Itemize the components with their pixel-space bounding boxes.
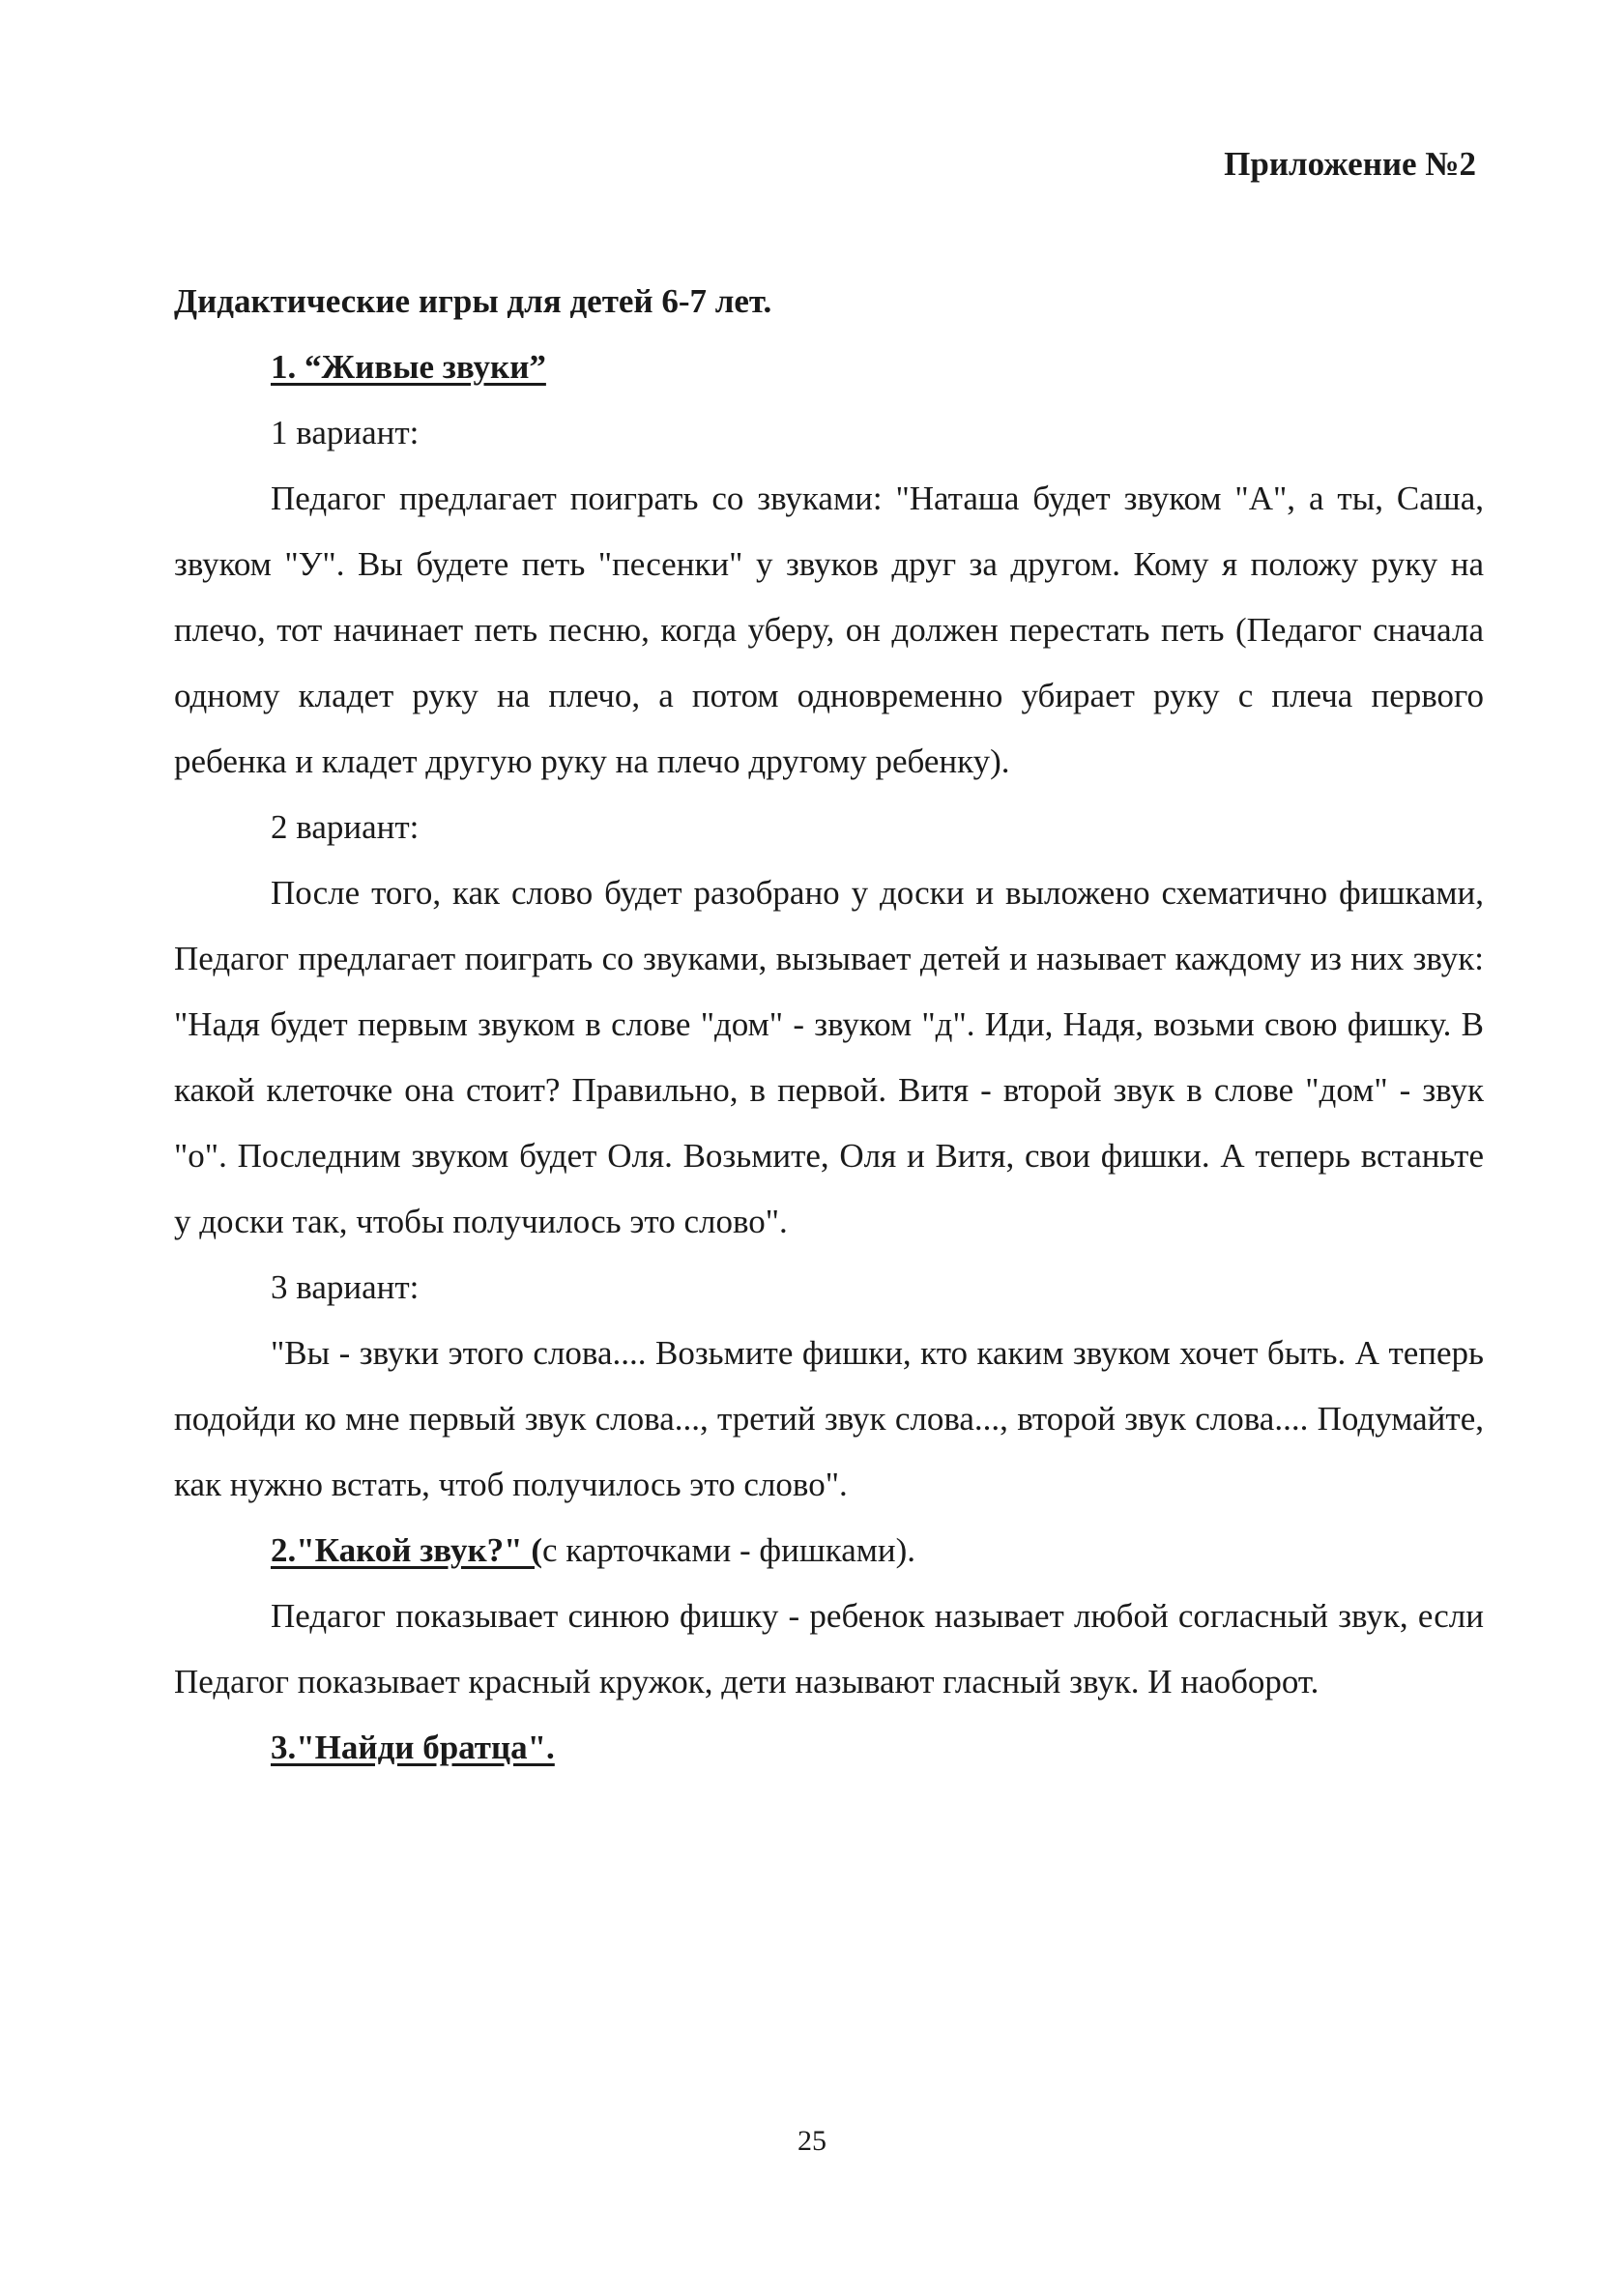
game1-variant1-label: 1 вариант: (271, 414, 420, 451)
game3-title: 3."Найди братца". (271, 1729, 555, 1766)
game1-variant3-text: "Вы - звуки этого слова.... Возьмите фишки, кто каким звуком хочет быть. А теперь подойди ко мне первый звук слова..., третий звук слова..., второй звук слова.... Подумайте, как нужно встать, чтоб получилось это слово". (174, 1334, 1484, 1503)
game1-variant1-text: Педагог предлагает поиграть со звуками: "Наташа будет звуком "А", а ты, Саша, звуком "У". Вы будете петь "песенки" у звуков друг за другом. Кому я положу руку на плечо, тот начинает петь песню, когда уберу, он должен перестать петь (Педагог сначала одному кладет руку на плечо, а потом одновременно убирает руку с плеча первого ребенка и кладет другую руку на плечо другому ребенку). (174, 480, 1484, 780)
game1-variant3-label: 3 вариант: (271, 1268, 420, 1306)
game3-heading (174, 1715, 1484, 1781)
game1-heading (174, 334, 1484, 400)
game2-text: Педагог показывает синюю фишку - ребенок называет любой согласный звук, если Педагог показывает красный кружок, дети называют гласный звук. И наоборот. (174, 1597, 1484, 1700)
document-body (174, 269, 1484, 1781)
game1-variant2-label: 2 вариант: (271, 808, 420, 846)
appendix-label: Приложение №2 (1224, 145, 1476, 183)
page-number: 25 (798, 2125, 826, 2157)
game1-variant2-text: После того, как слово будет разобрано у доски и выложено схематично фишками, Педагог предлагает поиграть со звуками, вызывает детей и называет каждому из них звук: "Надя будет первым звуком в слове "дом" - звуком "д". Иди, Надя, возьми свою фишку. В какой клеточке она стоит? Правильно, в первой. Витя - второй звук в слове "дом" - звук "о". Последним звуком будет Оля. Возьмите, Оля и Витя, свои фишки. А теперь встаньте у доски так, чтобы получилось это слово". (174, 874, 1484, 1240)
game2-title: 2."Какой звук?" ( (271, 1531, 542, 1569)
game1-title: 1. “Живые звуки” (271, 348, 546, 386)
game2-heading (174, 1518, 1484, 1584)
game2-title-rest: с карточками - фишками). (542, 1531, 916, 1569)
main-heading: Дидактические игры для детей 6-7 лет. (174, 282, 772, 320)
